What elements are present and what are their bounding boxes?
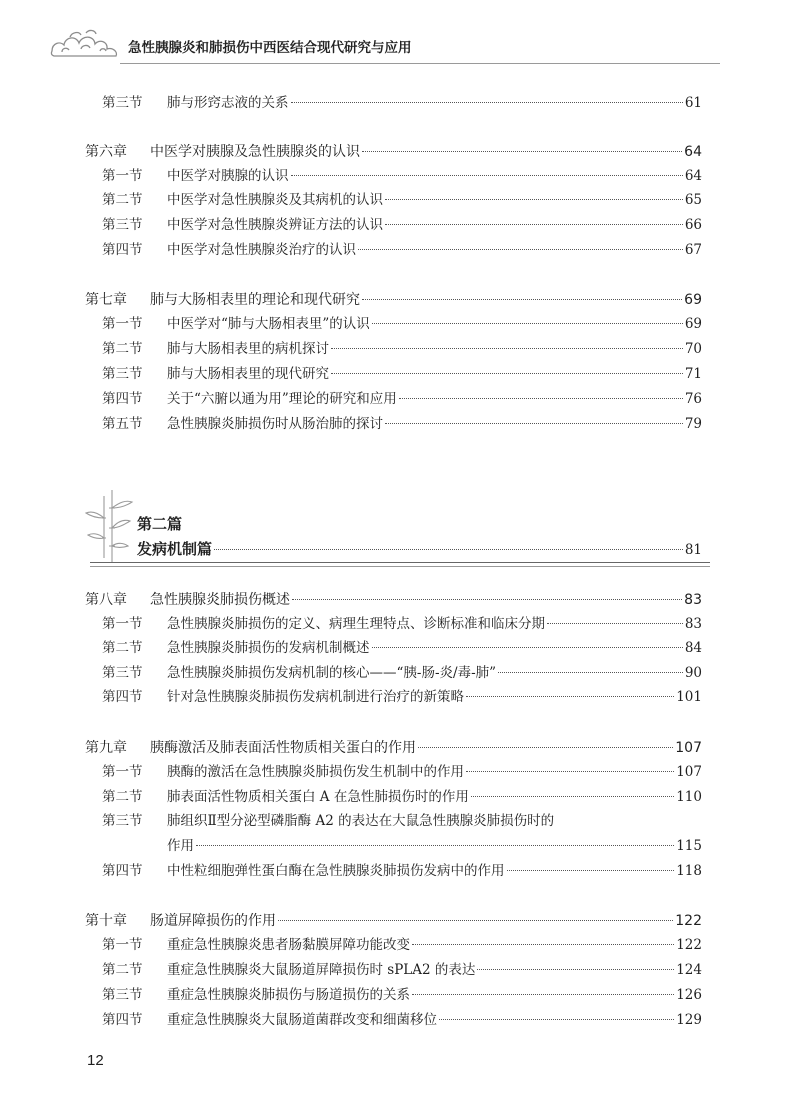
toc-entry-label: 第十章 [85,913,127,929]
dot-leader [291,175,683,176]
toc-entry[interactable] [0,239,800,261]
dot-leader [358,249,683,250]
toc-entry[interactable] [0,810,800,832]
cloud-ornament-icon [48,25,122,59]
dot-leader [471,796,674,797]
toc-entry-page: 76 [684,391,702,407]
toc-entry-page: 124 [676,962,702,978]
toc-entry[interactable] [0,388,800,410]
toc-entry-label: 第二节 [102,640,143,656]
header-rule [120,63,720,64]
toc-entry-title: 肺与形窍志液的关系 [167,95,289,111]
toc-chapter-entry[interactable] [0,589,800,611]
toc-entry-title: 重症急性胰腺炎大鼠肠道菌群改变和细菌移位 [167,1012,437,1028]
toc-entry-label: 第四节 [102,242,143,258]
toc-entry-title: 胰酶的激活在急性胰腺炎肺损伤发生机制中的作用 [167,764,464,780]
part-rule [90,562,710,563]
toc-entry[interactable] [0,92,800,114]
dot-leader [291,102,683,103]
dot-leader [372,323,683,324]
toc-entry-label: 第二节 [102,789,143,805]
toc-entry-page: 65 [684,192,702,208]
dot-leader [278,920,673,921]
bamboo-ornament-icon [82,488,136,564]
toc-entry[interactable] [0,984,800,1006]
toc-entry-page: 83 [684,616,702,632]
toc-entry-title: 重症急性胰腺炎肺损伤与肠道损伤的关系 [167,987,410,1003]
dot-leader [477,969,674,970]
toc-entry-page: 110 [676,789,702,805]
toc-entry-page: 122 [675,913,702,929]
dot-leader [331,348,683,349]
toc-entry[interactable] [0,686,800,708]
toc-entry-page: 107 [676,764,702,780]
part-page: 81 [684,542,702,558]
toc-entry-title: 中医学对胰腺及急性胰腺炎的认识 [150,144,360,160]
toc-entry-title: 急性胰腺炎肺损伤的发病机制概述 [167,640,370,656]
toc-entry-label: 第一节 [102,168,143,184]
toc-entry-title: 肺组织Ⅱ型分泌型磷脂酶 A2 的表达在大鼠急性胰腺炎肺损伤时的 [167,813,555,829]
toc-entry[interactable] [0,860,800,882]
dot-leader [385,423,683,424]
toc-entry[interactable] [0,959,800,981]
toc-entry-label: 第三节 [102,217,143,233]
toc-entry-title: 中医学对“肺与大肠相表里”的认识 [167,316,370,332]
toc-entry-continuation[interactable] [0,835,800,857]
toc-entry-title: 肠道屏障损伤的作用 [150,913,276,929]
toc-entry-label: 第二节 [102,962,143,978]
toc-entry[interactable] [0,662,800,684]
toc-entry-page: 70 [684,341,702,357]
toc-entry-title: 中医学对胰腺的认识 [167,168,289,184]
toc-entry-page: 122 [676,937,702,953]
toc-entry-title: 肺与大肠相表里的理论和现代研究 [150,292,360,308]
toc-entry[interactable] [0,363,800,385]
toc-entry-label: 第三节 [102,95,143,111]
toc-entry-title: 肺表面活性物质相关蛋白 A 在急性肺损伤时的作用 [167,789,469,805]
toc-entry-label: 第三节 [102,665,143,681]
toc-entry-title: 急性胰腺炎肺损伤发病机制的核心——“胰-肠-炎/毒-肺” [167,665,497,681]
dot-leader [292,599,682,600]
dot-leader [385,199,683,200]
toc-entry-title: 重症急性胰腺炎大鼠肠道屏障损伤时 sPLA2 的表达 [167,962,476,978]
toc-entry-title: 关于“六腑以通为用”理论的研究和应用 [167,391,397,407]
toc-entry[interactable] [0,313,800,335]
toc-entry[interactable] [0,413,800,435]
dot-leader [507,870,675,871]
toc-entry-title: 急性胰腺炎肺损伤概述 [150,592,290,608]
dot-leader [466,696,674,697]
dot-leader [214,549,683,550]
toc-entry-page: 90 [684,665,702,681]
toc-entry-page: 126 [676,987,702,1003]
dot-leader [331,373,683,374]
toc-entry-page: 118 [676,863,702,879]
toc-entry-page: 84 [684,640,702,656]
toc-entry[interactable] [0,637,800,659]
toc-entry-label: 第一节 [102,764,143,780]
dot-leader [439,1019,674,1020]
toc-entry-page: 64 [684,144,702,160]
toc-entry-title: 中医学对急性胰腺炎辨证方法的认识 [167,217,383,233]
toc-entry-label: 第二节 [102,192,143,208]
toc-chapter-entry[interactable] [0,737,800,759]
toc-entry-page: 66 [684,217,702,233]
toc-entry-label: 第三节 [102,813,143,829]
toc-entry[interactable] [0,189,800,211]
toc-entry-page: 79 [684,416,702,432]
toc-entry-page: 69 [684,316,702,332]
toc-entry-label: 第二节 [102,341,143,357]
toc-entry-label: 第九章 [85,740,127,756]
toc-entry-page: 101 [676,689,702,705]
toc-entry-label: 第一节 [102,616,143,632]
toc-entry[interactable] [0,1009,800,1031]
dot-leader [385,224,683,225]
toc-chapter-entry[interactable] [0,289,800,311]
toc-entry-label: 第四节 [102,391,143,407]
toc-entry[interactable] [0,165,800,187]
dot-leader [412,944,674,945]
page-number: 12 [87,1052,104,1069]
toc-entry-label: 第一节 [102,316,143,332]
dot-leader [399,398,683,399]
toc-entry-page: 61 [684,95,702,111]
toc-entry-title: 作用 [167,838,194,854]
toc-entry-title: 重症急性胰腺炎患者肠黏膜屏障功能改变 [167,937,410,953]
toc-entry-page: 69 [684,292,702,308]
running-header-title: 急性胰腺炎和肺损伤中西医结合现代研究与应用 [128,40,412,56]
toc-entry-label: 第四节 [102,863,143,879]
toc-entry-page: 107 [675,740,702,756]
toc-entry-title: 肺与大肠相表里的现代研究 [167,366,329,382]
toc-entry-page: 71 [684,366,702,382]
toc-entry-title: 中医学对急性胰腺炎治疗的认识 [167,242,356,258]
dot-leader [362,299,682,300]
toc-entry-page: 83 [684,592,702,608]
dot-leader [372,647,683,648]
toc-entry-label: 第七章 [85,292,127,308]
toc-entry-label: 第六章 [85,144,127,160]
toc-entry[interactable] [0,786,800,808]
dot-leader [498,672,683,673]
dot-leader [362,151,682,152]
toc-entry[interactable] [0,338,800,360]
dot-leader [418,747,673,748]
toc-entry-title: 急性胰腺炎肺损伤时从肠治肺的探讨 [167,416,383,432]
toc-entry-title: 肺与大肠相表里的病机探讨 [167,341,329,357]
part-entry[interactable] [137,538,702,560]
toc-entry[interactable] [0,934,800,956]
dot-leader [412,994,674,995]
part-rule [90,566,710,567]
part-title: 发病机制篇 [137,540,213,558]
dot-leader [466,771,674,772]
toc-entry-title: 中医学对急性胰腺炎及其病机的认识 [167,192,383,208]
toc-entry-label: 第三节 [102,987,143,1003]
toc-entry[interactable] [0,761,800,783]
toc-entry-title: 急性胰腺炎肺损伤的定义、病理生理特点、诊断标准和临床分期 [167,616,545,632]
toc-entry-label: 第八章 [85,592,127,608]
running-header [0,0,800,70]
toc-entry-label: 第一节 [102,937,143,953]
toc-entry-label: 第四节 [102,1012,143,1028]
dot-leader [547,623,683,624]
toc-entry-title: 中性粒细胞弹性蛋白酶在急性胰腺炎肺损伤发病中的作用 [167,863,505,879]
toc-entry[interactable] [0,214,800,236]
toc-entry-title: 针对急性胰腺炎肺损伤发病机制进行治疗的新策略 [167,689,464,705]
toc-entry-page: 67 [684,242,702,258]
toc-entry-title: 胰酶激活及肺表面活性物质相关蛋白的作用 [150,740,416,756]
toc-entry-label: 第四节 [102,689,143,705]
toc-chapter-entry[interactable] [0,910,800,932]
toc-entry-label: 第五节 [102,416,143,432]
toc-entry-page: 129 [676,1012,702,1028]
toc-chapter-entry[interactable] [0,141,800,163]
toc-entry-page: 115 [676,838,702,854]
dot-leader [196,845,674,846]
part-label: 第二篇 [137,515,183,533]
toc-entry-page: 64 [684,168,702,184]
toc-entry-label: 第三节 [102,366,143,382]
toc-entry[interactable] [0,613,800,635]
